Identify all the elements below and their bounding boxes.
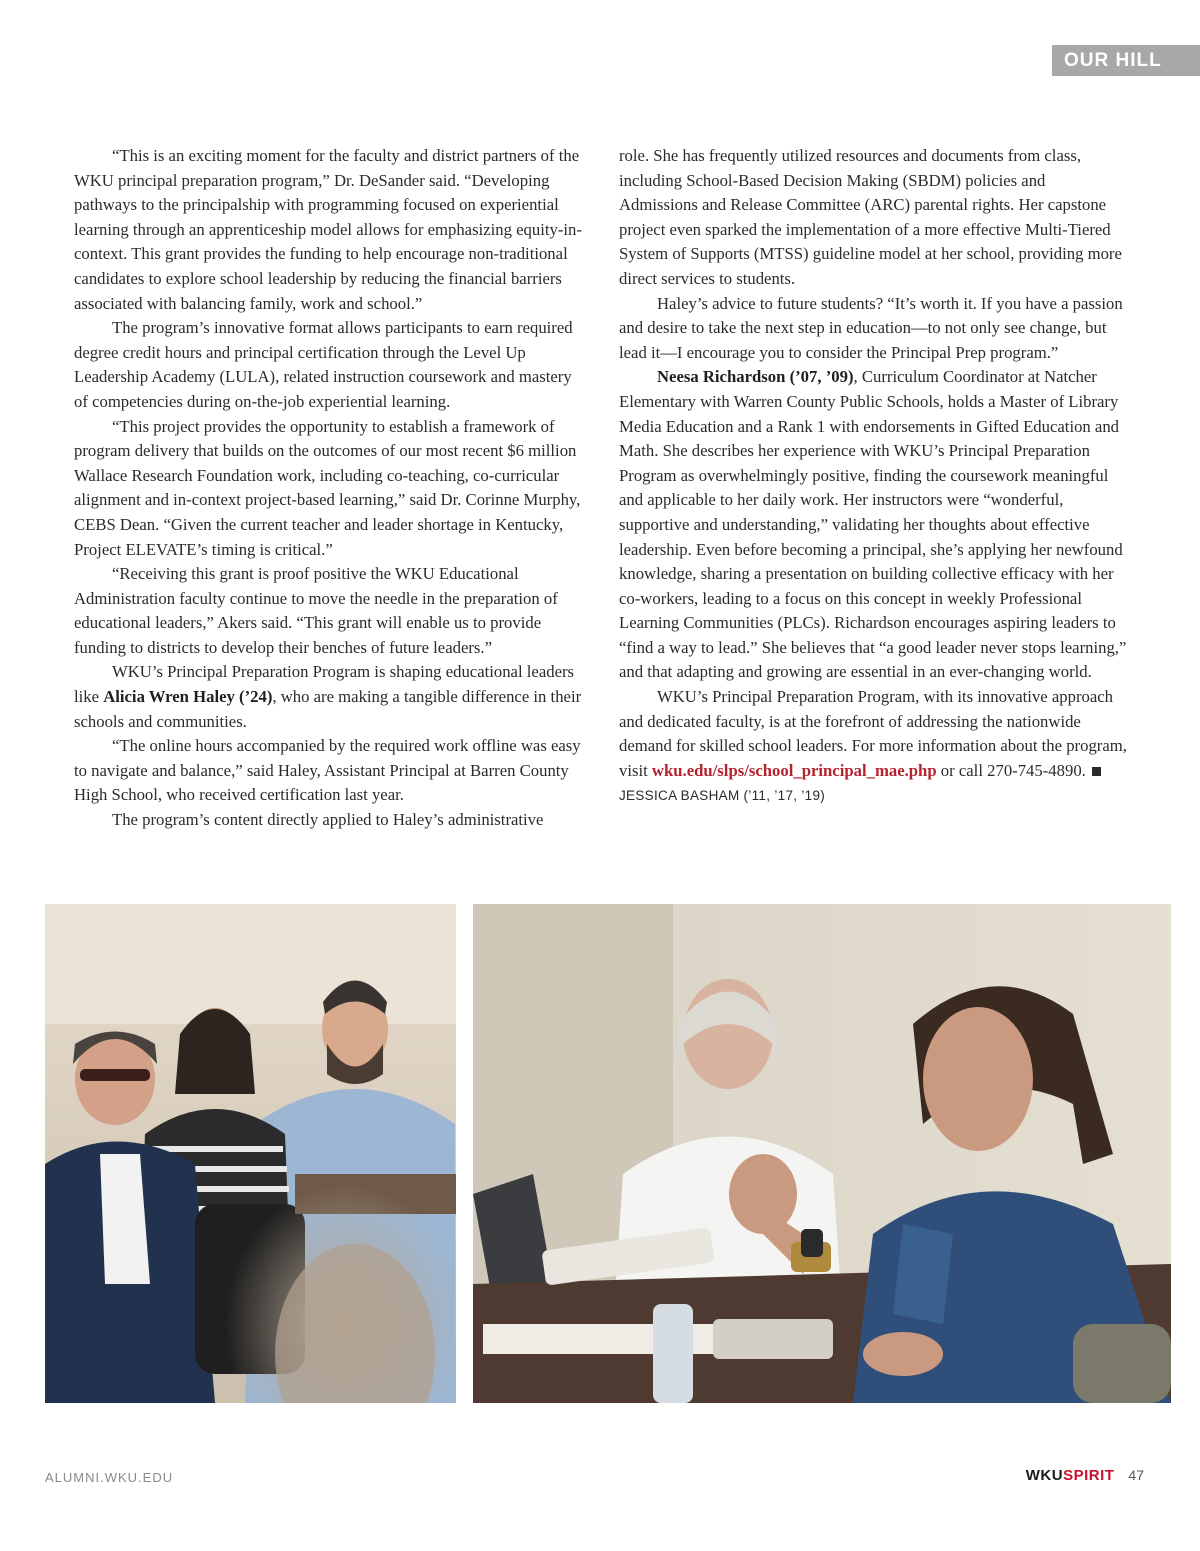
paragraph-text: , Curriculum Coordinator at Natcher Elementary with Warren County Public Schools, holds a Master of Library Media Education and a Rank 1 with endorsements in Gifted Education and Math. She describes her experience with WKU’s Principal Preparation Program as overwhelmingly positive, finding the coursework meaningful and applicable to her daily work. Her instructors were “wonderful, supportive and understanding,” validating her thoughts about effective leadership. Even before becoming a principal, she’s applying her newfound knowledge, sharing a presentation on building collective efficacy with her co-workers, leading to a focus on this concept in weekly Professional Learning Communities (PLCs). Richardson encourages aspiring leaders to “find a way to lead.” She believes that “a good leader never stops learning,” and that adapting and growing are essential in an ever-changing world. xyxy=(619,367,1127,682)
paragraph: Haley’s advice to future students? “It’s worth it. If you have a passion and desire to take the next step in education—to not only see change, but lead it—I encourage you to consider the Principal Prep program.” xyxy=(619,293,1123,362)
photo-meeting-participants xyxy=(45,904,456,1403)
paragraph: “This is an exciting moment for the faculty and district partners of the WKU principal preparation program,” Dr. DeSander said. “Developing pathways to the principalship with programming focused on experiential learning through an apprenticeship model allows for emphasizing equity-in-context. This grant provides the funding to help encourage non-traditional candidates to explore school leadership by reducing the financial barriers associated with balancing family, work and school.” xyxy=(74,146,582,313)
article-column-right xyxy=(619,144,1127,809)
paragraph: “This project provides the opportunity to establish a framework of program delivery that builds on the outcomes of our most recent $6 million Wallace Research Foundation work, including co-teaching, co-curricular alignment and in-context project-based learning,” said Dr. Corinne Murphy, CEBS Dean. “Given the current teacher and leader shortage in Kentucky, Project ELEVATE’s timing is critical.” xyxy=(74,416,581,559)
paragraph: The program’s content directly applied to Haley’s administrative xyxy=(112,810,544,830)
paragraph xyxy=(619,365,1127,685)
section-tab: OUR HILL xyxy=(1052,45,1200,76)
paragraph-text: WKU’s Principal Preparation Program, with its innovative approach and dedicated faculty, is at the forefront of addressing the nationwide demand for skilled school leaders. For more information about the program, visit xyxy=(619,687,1127,780)
paragraph: The program’s innovative format allows participants to earn required degree credit hours and principal certification through the Level Up Leadership Academy (LULA), related instruction coursework and mastery of competencies during on-the-job experiential learning. xyxy=(74,318,573,411)
brand-name-accent: SPIRIT xyxy=(1063,1467,1115,1484)
photo-image xyxy=(473,904,1171,1403)
alumni-name: Neesa Richardson (’07, ’09) xyxy=(657,367,854,387)
paragraph: “Receiving this grant is proof positive the WKU Educational Administration faculty continue to move the needle in the preparation of educational leaders,” Akers said. “This grant will enable us to provide funding to districts to develop their benches of future leaders.” xyxy=(74,564,558,657)
end-mark-icon xyxy=(1092,767,1101,776)
alumni-name: Alicia Wren Haley (’24) xyxy=(103,687,273,707)
photo-image xyxy=(45,904,456,1403)
article-column-left xyxy=(74,144,582,833)
photo-woman-speaking xyxy=(473,904,1171,1403)
paragraph-text: WKU’s Principal Preparation Program is shaping educational leaders like xyxy=(74,662,575,707)
program-link[interactable]: wku.edu/slps/school_principal_mae.php xyxy=(651,760,937,780)
paragraph: “The online hours accompanied by the required work offline was easy to navigate and balance,” said Haley, Assistant Principal at Barren County High School, who received certification last year. xyxy=(74,736,581,805)
paragraph: role. She has frequently utilized resources and documents from class, including School-Based Decision Making (SBDM) policies and Admissions and Release Committee (ARC) parental rights. Her capstone project even sparked the implementation of a more effective Multi-Tiered System of Supports (MTSS) guideline model at her school, providing more direct services to students. xyxy=(619,146,1122,288)
author-byline: JESSICA BASHAM (’11, ’17, ’19) xyxy=(619,788,826,804)
footer-brand xyxy=(1026,1467,1144,1484)
paragraph-text: , who are making a tangible difference in their schools and communities. xyxy=(74,687,582,731)
page-number: 47 xyxy=(1128,1467,1144,1483)
brand-name: WKU xyxy=(1025,1467,1064,1484)
paragraph xyxy=(74,660,582,734)
paragraph-text: or call 270-745-4890. xyxy=(936,760,1091,780)
footer-website: ALUMNI.WKU.EDU xyxy=(45,1470,174,1485)
paragraph xyxy=(619,685,1127,809)
